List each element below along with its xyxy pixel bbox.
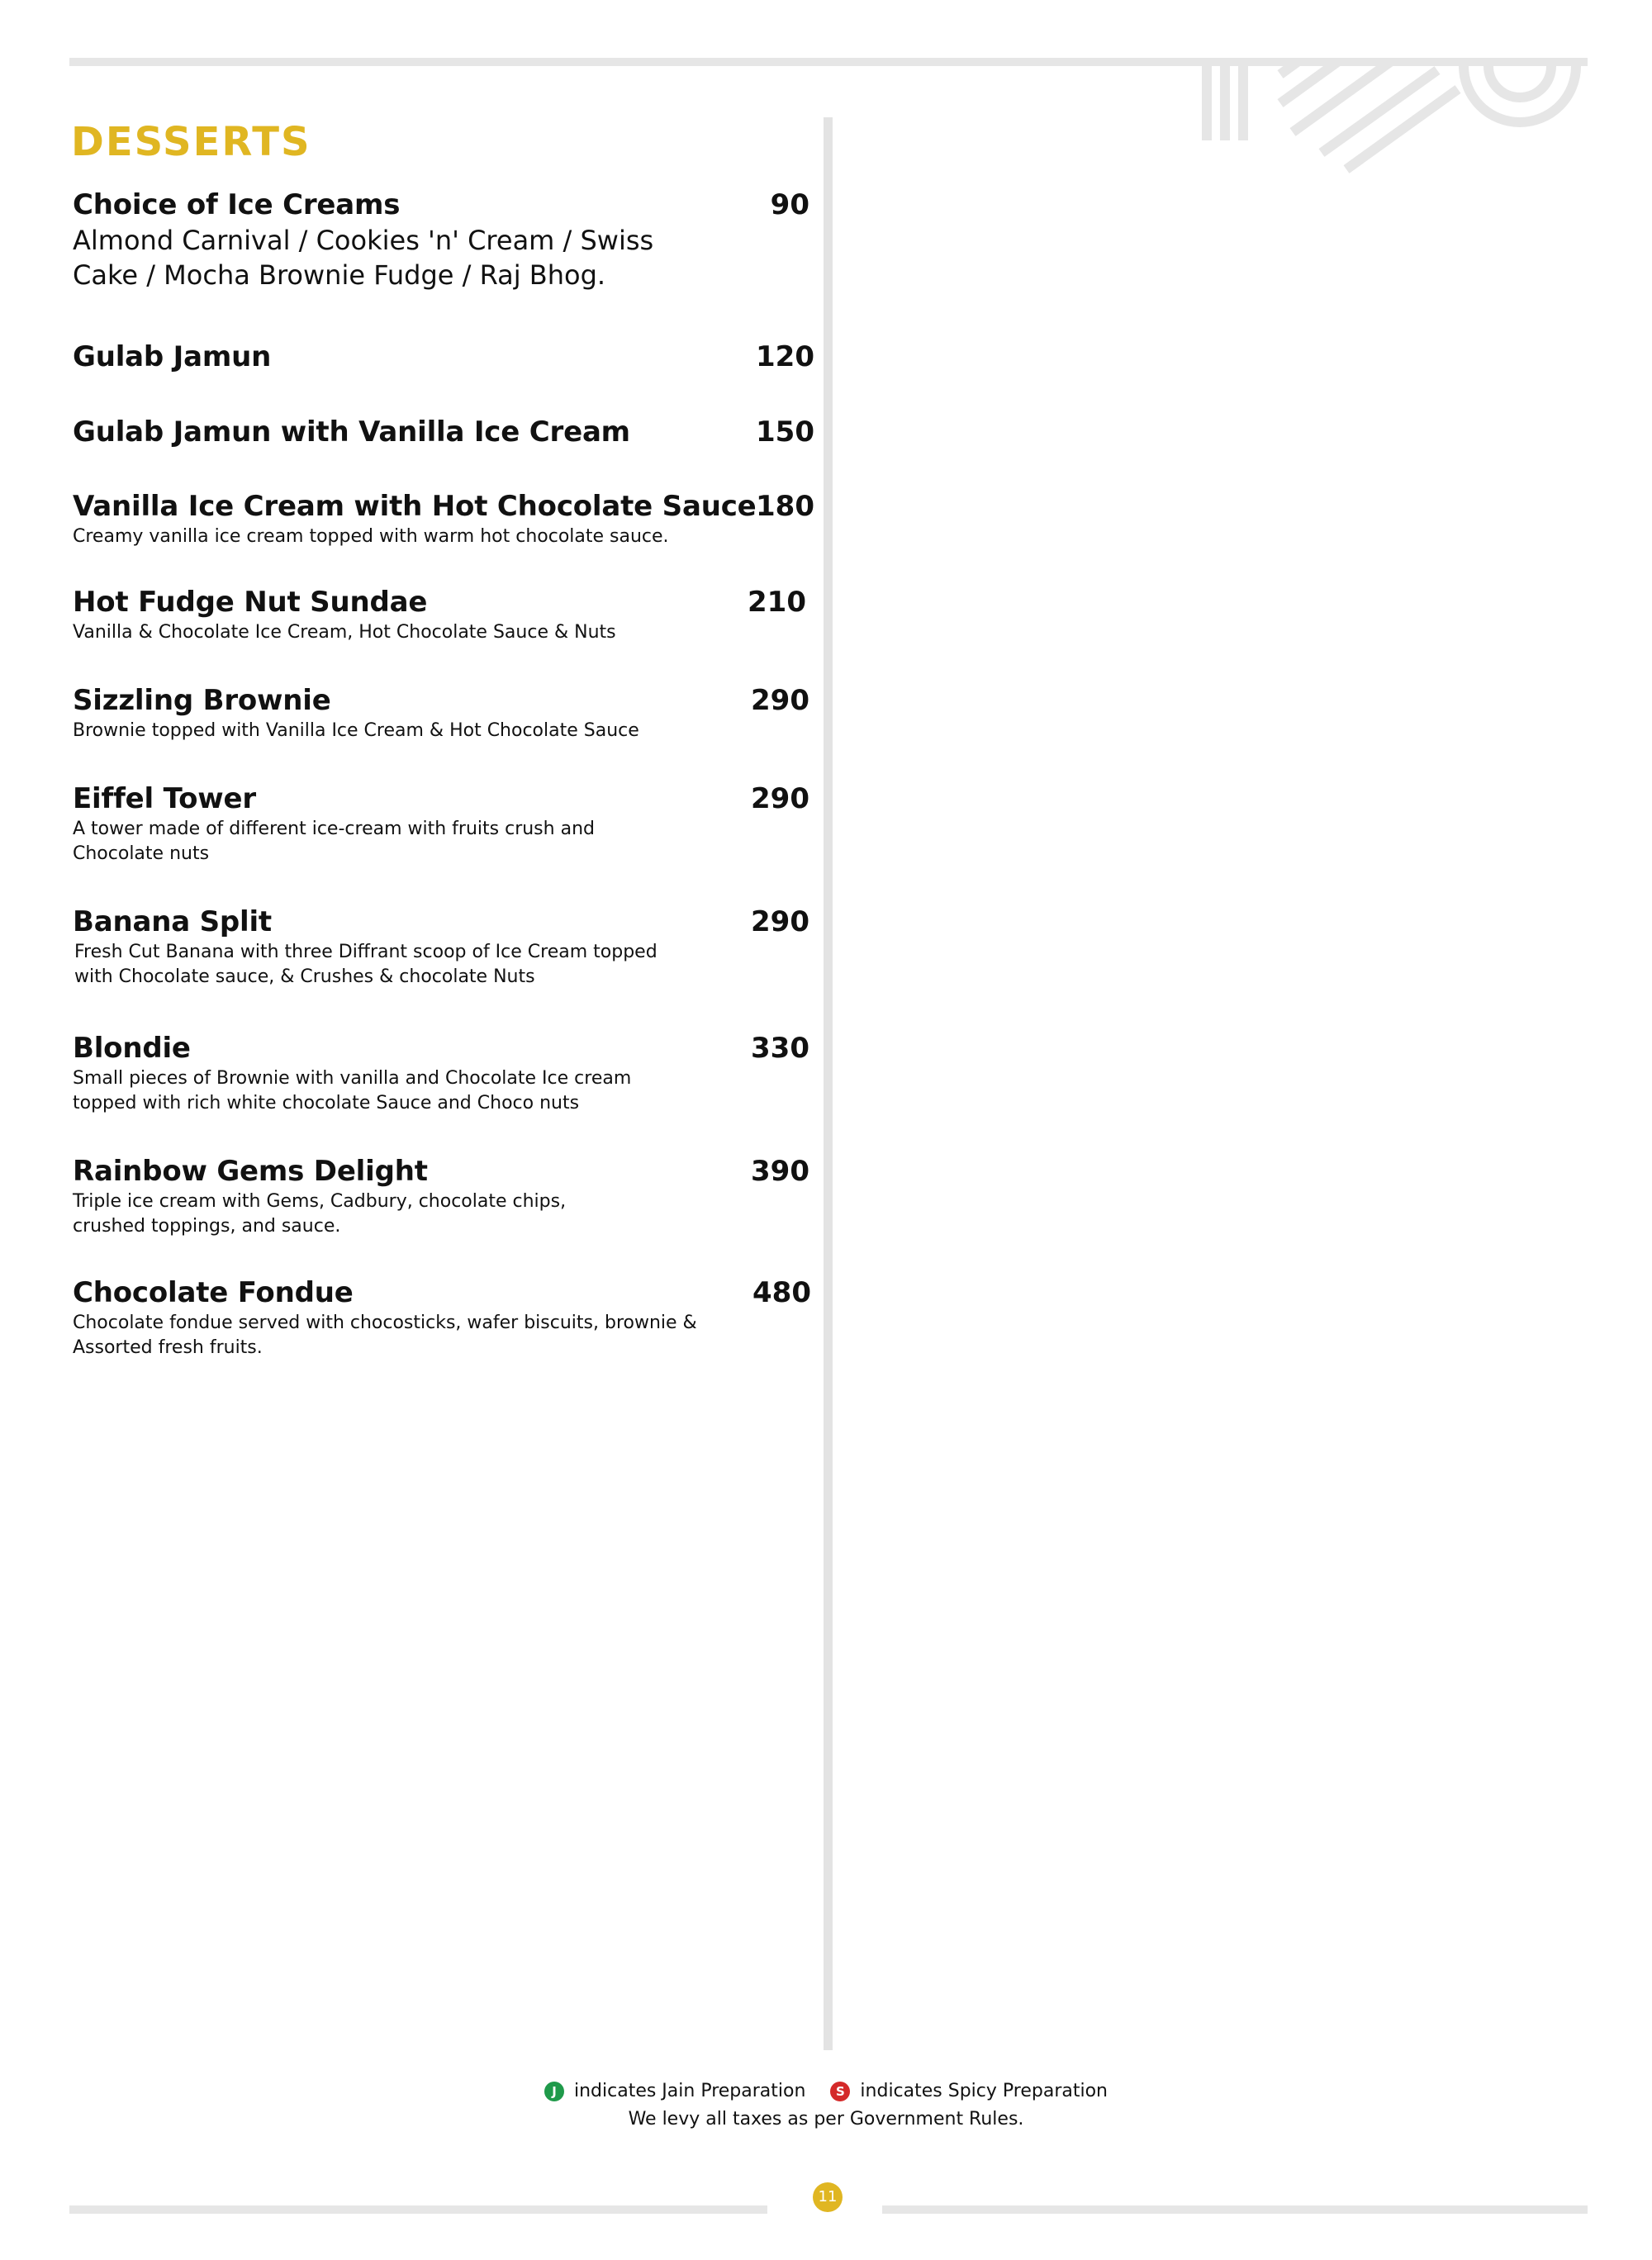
menu-item [73,488,814,549]
item-name: Vanilla Ice Cream with Hot Chocolate Sauce [73,490,757,523]
item-name: Blondie [73,1032,191,1065]
item-description: Small pieces of Brownie with vanilla and Chocolate Ice cream topped with rich white chocolate Sauce and Choco nuts [73,1068,632,1113]
item-name: Sizzling Brownie [73,684,331,717]
item-price: 180 [756,490,814,523]
item-description: Almond Carnival / Cookies 'n' Cream / Swiss Cake / Mocha Brownie Fudge / Raj Bhog. [73,225,654,291]
item-name: Chocolate Fondue [73,1276,354,1309]
menu-item [73,1275,811,1360]
tax-note: We levy all taxes as per Government Rules. [628,2109,1024,2129]
item-description: Vanilla & Chocolate Ice Cream, Hot Chocolate Sauce & Nuts [73,622,616,643]
item-description: Triple ice cream with Gems, Cadbury, chocolate chips, crushed toppings, and sauce. [73,1191,567,1237]
item-price: 120 [756,340,814,373]
jain-legend-text: indicates Jain Preparation [573,2081,806,2101]
jain-badge-icon: J [544,2082,564,2101]
legend-row [0,2077,1652,2106]
section-title: DESSERTS [71,119,311,165]
item-price: 90 [770,188,809,221]
item-description: A tower made of different ice-cream with fruits crush and Chocolate nuts [73,819,595,864]
item-description: Creamy vanilla ice cream topped with warm hot chocolate sauce. [73,526,669,547]
menu-item [73,781,809,866]
item-price: 390 [751,1155,809,1188]
menu-item [73,682,809,743]
column-divider [824,117,833,2050]
item-name: Gulab Jamun with Vanilla Ice Cream [73,415,630,449]
item-name: Gulab Jamun [73,340,272,373]
item-description: Brownie topped with Vanilla Ice Cream & Hot Chocolate Sauce [73,720,639,741]
menu-item [73,584,806,645]
spicy-legend-text: indicates Spicy Preparation [860,2081,1108,2101]
menu-item [73,187,809,292]
bottom-rule-right [882,2205,1588,2214]
item-name: Rainbow Gems Delight [73,1155,428,1188]
item-name: Choice of Ice Creams [73,188,401,221]
menu-item [73,1153,809,1239]
item-price: 330 [751,1032,809,1065]
menu-item [73,904,809,990]
menu-item [73,339,814,375]
spicy-badge-icon: S [830,2082,850,2101]
item-description: Chocolate fondue served with chocosticks, wafer biscuits, brownie & Assorted fresh fruits. [73,1313,697,1358]
item-price: 150 [756,415,814,449]
bottom-rule-left [69,2205,767,2214]
item-price: 290 [751,782,809,815]
item-price: 290 [751,905,809,938]
item-price: 290 [751,684,809,717]
page-number: 11 [813,2182,843,2212]
item-name: Hot Fudge Nut Sundae [73,586,428,619]
menu-item [73,1030,809,1116]
corner-decoration [1202,58,1582,182]
item-name: Eiffel Tower [73,782,256,815]
legend [0,2077,1652,2134]
item-price: 480 [752,1276,811,1309]
item-price: 210 [748,586,806,619]
item-name: Banana Split [73,905,272,938]
menu-item [73,414,814,450]
item-description: Fresh Cut Banana with three Diffrant scoop of Ice Cream topped with Chocolate sauce, & Crushes & chocolate Nuts [74,942,657,987]
